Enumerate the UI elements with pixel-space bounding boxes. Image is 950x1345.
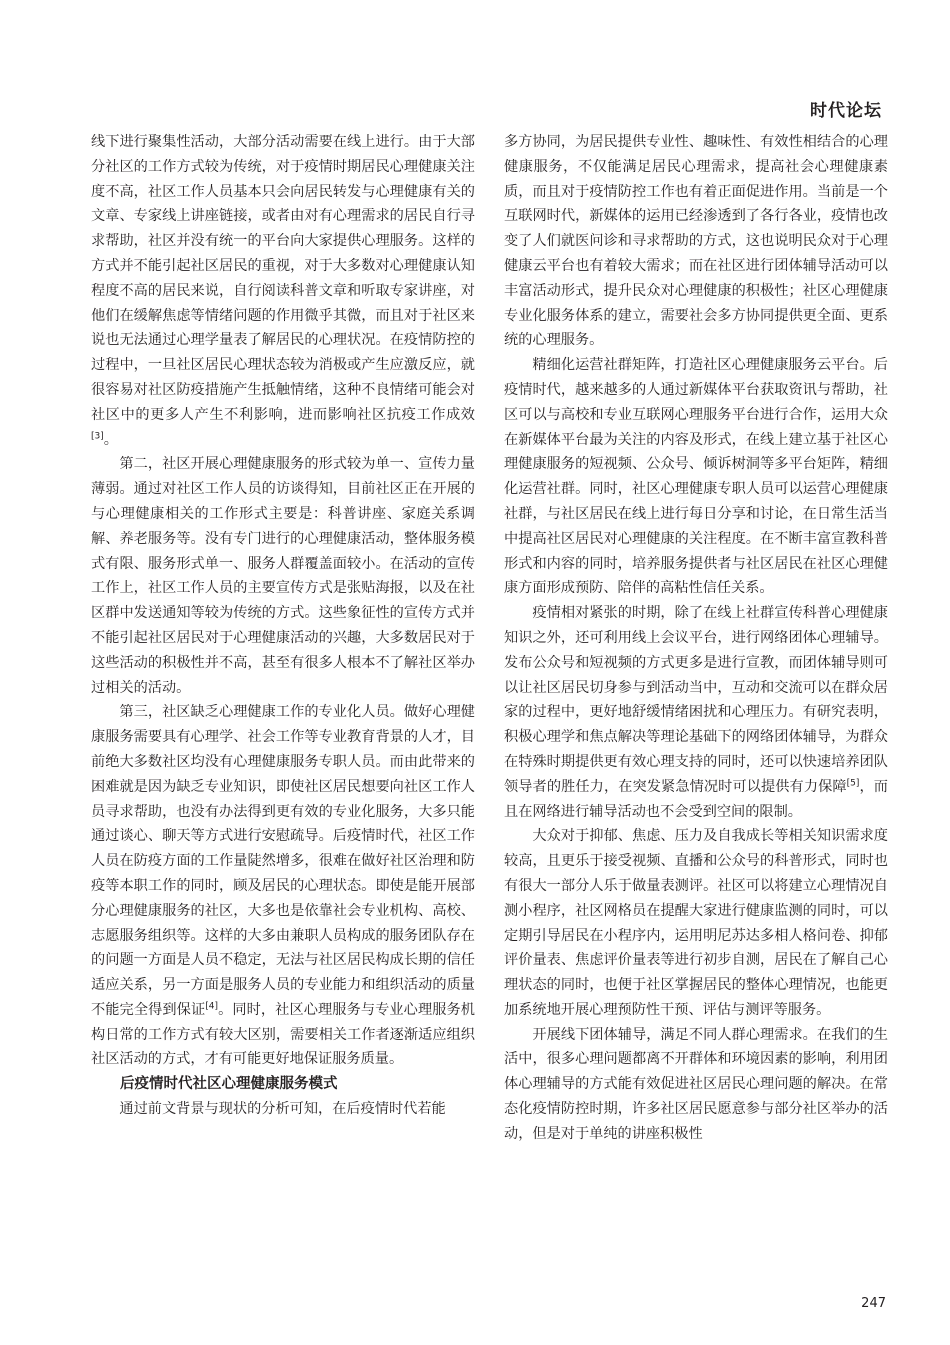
body-paragraph	[504, 1023, 888, 1147]
body-paragraph	[504, 824, 888, 1022]
body-paragraph	[91, 1097, 475, 1122]
paragraph-text-tail: ，而且在网络进行辅导活动也不会受到空间的限制。	[504, 778, 888, 820]
citation-ref: [5]	[846, 777, 860, 788]
paragraph-text: 疫情相对紧张的时期，除了在线上社群宣传科普心理健康知识之外，还可利用线上会议平台，进行网络团体心理辅导。发布公众号和短视频的方式更多是进行宣教，而团体辅导则可以让社区居民切身参与到活动当中，互动和交流可以在群众居家的过程中，更好地舒缓情绪困扰和心理压力。有研究表明，积极心理学和焦点解决等理论基础下的网络团体辅导，为群众在特殊时期提供更有效心理支持的同时，还可以快速培养团队领导者的胜任力，在突发紧急情况时可以提供有力保障	[504, 605, 888, 795]
paragraph-text: 开展线下团体辅导，满足不同人群心理需求。在我们的生活中，很多心理问题都离不开群体和环境因素的影响，利用团体心理辅导的方式能有效促进社区居民心理问题的解决。在常态化疫情防控时期，许多社区居民愿意参与部分社区举办的活动，但是对于单纯的讲座积极性	[504, 1026, 888, 1142]
citation-ref: [3]	[91, 430, 104, 441]
left-text-column	[91, 130, 475, 1122]
paragraph-text: 第三，社区缺乏心理健康工作的专业化人员。做好心理健康服务需要具有心理学、社会工作等专业教育背景的人才，目前绝大多数社区均没有心理健康服务专职人员。而由此带来的困难就是因为缺乏专业知识，即使社区居民想要向社区工作人员寻求帮助，也没有办法得到更有效的专业化服务，大多只能通过谈心、聊天等方式进行安慰疏导。后疫情时代，社区工作人员在防疫方面的工作量陡然增多，很难在做好社区治理和防疫等本职工作的同时，顾及居民的心理状态。即使是能开展部分心理健康服务的社区，大多也是依靠社会专业机构、高校、志愿服务组织等。这样的大多由兼职人员构成的服务团队存在的问题一方面是人员不稳定，无法与社区居民构成长期的信任适应关系，另一方面是服务人员的专业能力和组织活动的质量不能完全得到保证	[91, 704, 475, 1018]
paragraph-text: 线下进行聚集性活动，大部分活动需要在线上进行。由于大部分社区的工作方式较为传统，对于疫情时期居民心理健康关注度不高，社区工作人员基本只会向居民转发与心理健康有关的文章、专家线上讲座链接，或者由对有心理需求的居民自行寻求帮助，社区并没有统一的平台向大家提供心理服务。这样的方式并不能引起社区居民的重视，对于大多数对心理健康认知程度不高的居民来说，自行阅读科普文章和听取专家讲座，对他们在缓解焦虑等情绪问题的作用微乎其微，而且对于社区来说也无法通过心理学量表了解居民的心理状况。在疫情防控的过程中，一旦社区居民心理状态较为消极或产生应激反应，就很容易对社区防疫措施产生抵触情绪，这种不良情绪可能会对社区中的更多人产生不利影响，进而影响社区抗疫工作成效	[91, 134, 475, 423]
section-title: 时代论坛	[810, 101, 882, 121]
page-number: 247	[861, 1296, 886, 1311]
body-paragraph	[504, 130, 888, 353]
paragraph-text-tail: 。同时，社区心理服务与专业心理服务机构日常的工作方式有较大区别，需要相关工作者逐渐适应组织社区活动的方式，才有可能更好地保证服务质量。	[91, 1001, 475, 1068]
body-paragraph	[91, 452, 475, 700]
body-paragraph	[91, 700, 475, 1072]
paragraph-text-tail: 。	[103, 431, 118, 448]
body-paragraph	[504, 601, 888, 824]
paragraph-text: 多方协同，为居民提供专业性、趣味性、有效性相结合的心理健康服务，不仅能满足居民心理需求，提高社会心理健康素质，而且对于疫情防控工作也有着正面促进作用。当前是一个互联网时代，新媒体的运用已经渗透到了各行各业，疫情也改变了人们就医问诊和寻求帮助的方式，这也说明民众对于心理健康云平台也有着较大需求；而在社区进行团体辅导活动可以丰富活动形式，提升民众对心理健康的积极性；社区心理健康专业化服务体系的建立，需要社会多方协同提供更全面、更系统的心理服务。	[504, 134, 888, 349]
paragraph-text: 大众对于抑郁、焦虑、压力及自我成长等相关知识需求度较高，且更乐于接受视频、直播和公众号的科普形式，同时也有很大一部分人乐于做量表测评。社区可以将建立心理情况自测小程序，社区网格员在提醒大家进行健康监测的同时，可以定期引导居民在小程序内，运用明尼苏达多相人格问卷、抑郁评价量表、焦虑评价量表等进行初步自测，居民在了解自己心理状态的同时，也便于社区掌握居民的整体心理情况，也能更加系统地开展心理预防性干预、评估与测评等服务。	[504, 828, 888, 1018]
paragraph-text: 精细化运营社群矩阵，打造社区心理健康服务云平台。后疫情时代，越来越多的人通过新媒体平台获取资讯与帮助，社区可以与高校和专业互联网心理服务平台进行合作，运用大众在新媒体平台最为关注的内容及形式，在线上建立基于社区心理健康服务的短视频、公众号、倾诉树洞等多平台矩阵，精细化运营社群。同时，社区心理健康专职人员可以运营心理健康社群，与社区居民在线上进行每日分享和讨论，在日常生活当中提高社区居民对心理健康的关注程度。在不断丰富宣教科普形式和内容的同时，培养服务提供者与社区居民在社区心理健康方面形成预防、陪伴的高粘性信任关系。	[504, 357, 888, 597]
right-text-column	[504, 130, 888, 1147]
body-paragraph	[91, 130, 475, 452]
citation-ref: [4]	[205, 1001, 218, 1012]
body-paragraph	[504, 353, 888, 601]
section-heading: 后疫情时代社区心理健康服务模式	[120, 1076, 338, 1093]
paragraph-text: 通过前文背景与现状的分析可知，在后疫情时代若能	[119, 1101, 446, 1118]
paragraph-text: 第二，社区开展心理健康服务的形式较为单一、宣传力量薄弱。通过对社区工作人员的访谈得知，目前社区正在开展的与心理健康相关的工作形式主要是：科普讲座、家庭关系调解、养老服务等。没有专门进行的心理健康活动，整体服务模式有限、服务形式单一、服务人群覆盖面较小。在活动的宣传工作上，社区工作人员的主要宣传方式是张贴海报，以及在社区群中发送通知等较为传统的方式。这些象征性的宣传方式并不能引起社区居民对于心理健康活动的兴趣，大多数居民对于这些活动的积极性并不高，甚至有很多人根本不了解社区举办过相关的活动。	[91, 456, 475, 696]
